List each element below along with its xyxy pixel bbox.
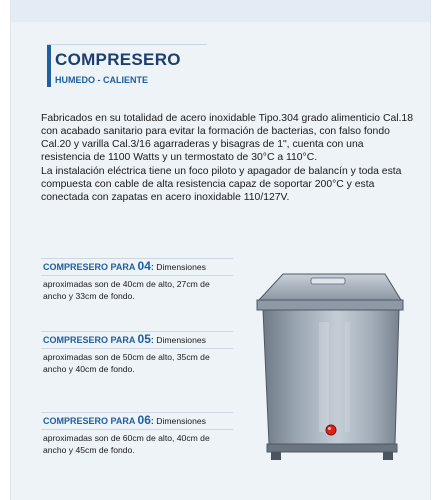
page-subtitle: HUMEDO - CALIENTE xyxy=(55,75,148,85)
model-lead: Dimensiones xyxy=(153,335,206,345)
model-05 xyxy=(41,331,233,376)
model-suffix: : xyxy=(150,335,154,345)
top-band xyxy=(11,0,430,22)
stainless-steel-compresero-icon xyxy=(249,262,409,477)
brochure-page xyxy=(10,0,431,500)
model-05-heading xyxy=(41,331,233,349)
model-06-heading xyxy=(41,412,233,430)
header-block xyxy=(47,44,207,87)
model-suffix: : xyxy=(150,262,154,272)
description xyxy=(41,112,413,204)
model-06 xyxy=(41,412,233,457)
model-04-dimensions: aproximadas son de 40cm de alto, 27cm de ancho y 33cm de fondo. xyxy=(43,278,210,301)
model-number: 06 xyxy=(137,413,151,427)
description-paragraph-2: La instalación eléctrica tiene un foco piloto y apagador de balancín y toda esta compuesta con cable de alta resistencia capaz de soportar 200°C y esta conectada con zapatas en acero inoxidable 110/127V. xyxy=(41,166,402,203)
model-05-dimensions: aproximadas son de 50cm de alto, 35cm de ancho y 40cm de fondo. xyxy=(43,351,210,374)
model-06-dimensions: aproximadas son de 60cm de alto, 40cm de ancho y 45cm de fondo. xyxy=(43,432,210,455)
model-number: 05 xyxy=(137,332,151,346)
model-04-heading xyxy=(41,258,233,276)
model-04 xyxy=(41,258,233,303)
model-label: COMPRESERO PARA xyxy=(43,416,138,426)
page-title: COMPRESERO xyxy=(55,50,181,69)
model-lead: Dimensiones xyxy=(153,262,206,272)
model-lead: Dimensiones xyxy=(153,416,206,426)
model-suffix: : xyxy=(150,416,154,426)
model-label: COMPRESERO PARA xyxy=(43,262,138,272)
model-label: COMPRESERO PARA xyxy=(43,335,138,345)
description-paragraph-1: Fabricados en su totalidad de acero inoxidable Tipo.304 grado alimenticio Cal.18 con acabado sanitario para evitar la formación de bacterias, con falso fondo Cal.20 y varilla Cal.3/16 agarraderas y bisagras de 1", cuenta con una resistencia de 1100 Watts y un termostato de 30°C a 110°C. xyxy=(41,113,413,163)
model-number: 04 xyxy=(137,259,151,273)
